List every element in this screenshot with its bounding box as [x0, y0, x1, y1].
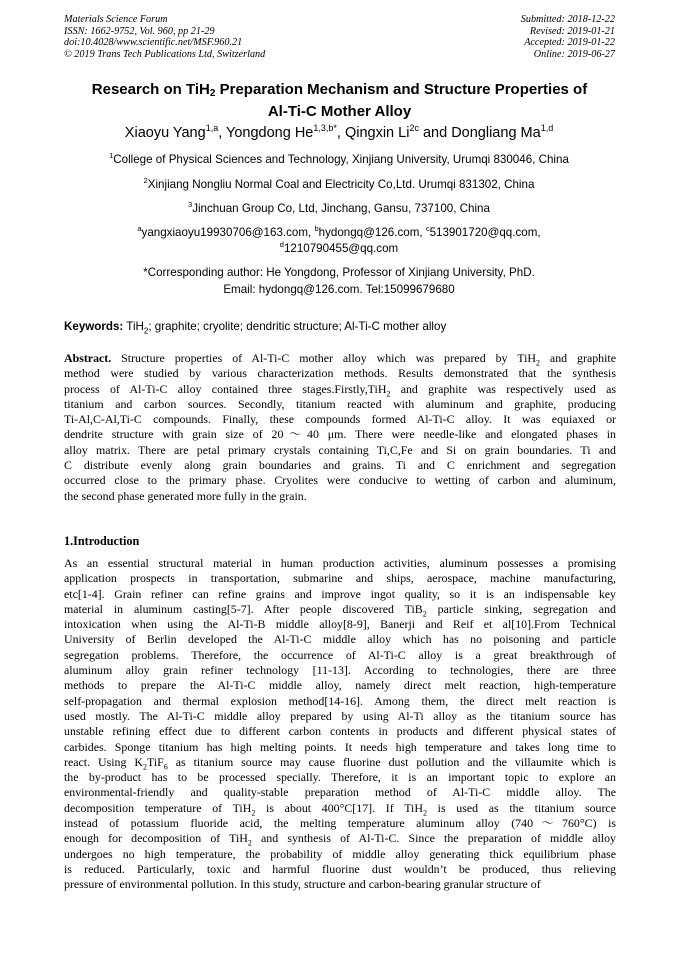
- paragraph-line: react. Using $K_2TiF_6$ as titanium source may cause fluorine dust pollution and the villaumite which is: [64, 754, 616, 771]
- paragraph-line: the by-product has to be processed specially. Therefore, it is an important topic to explore an: [64, 770, 616, 785]
- journal-copyright: © 2019 Trans Tech Publications Ltd, Switzerland: [64, 48, 266, 60]
- keywords-text: ; graphite; cryolite; dendritic structure; Al-Ti-C mother alloy: [148, 320, 447, 333]
- journal-doi: doi:10.4028/www.scientific.net/MSF.960.21: [64, 37, 243, 49]
- title-part: Preparation Mechanism and Structure Properties of: [215, 81, 588, 98]
- abstract-line: Abstract. Structure properties of Al-Ti-C mother alloy which was prepared by TiH$_2$ and graphite: [64, 351, 616, 367]
- affil-text: College of Physical Sciences and Technology, Xinjiang University, Urumqi 830046, China: [113, 153, 569, 166]
- author-affil-mark: 1,d: [540, 123, 554, 134]
- journal-issn: ISSN: 1662-9752, Vol. 960, pp 21-29: [64, 25, 215, 37]
- affil-mark: 1: [109, 151, 114, 161]
- paragraph-line: material in aluminum casting[5-7]. After people discovered TiB$_2$ particle sinking, segregation and: [64, 601, 616, 618]
- paragraph-line: decomposition temperature of TiH$_2$ is about 400°C[17]. If TiH$_2$ is used as the titanium source: [64, 800, 616, 817]
- date-online: Online: 2019-06-27: [533, 48, 615, 60]
- title-subscript: 2: [209, 88, 216, 99]
- abstract-line: C distribute evenly along grain boundaries and grains. Ti and C enrichment and segregation: [64, 458, 616, 473]
- paragraph-line: aluminum alloy grain refiner technology [11-13]. According to technologies, there are three: [64, 663, 616, 678]
- paragraph-line: University of Berlin developed the Al-Ti-C middle alloy which has no poisoning and particle: [64, 632, 616, 647]
- paragraph-line: As an essential structural material in human production activities, aluminum possesses a promising: [64, 556, 616, 570]
- keywords-label: Keywords:: [64, 320, 124, 333]
- section-heading-introduction: 1.Introduction: [64, 534, 140, 548]
- paragraph-line: self-propagation and thermal explosion method[14-16]. Among them, the direct melt reaction is: [64, 693, 616, 708]
- affil-mark: 3: [188, 200, 193, 210]
- affil-text: Xinjiang Nongliu Normal Coal and Electricity Co,Ltd. Urumqi 831302, China: [147, 178, 535, 191]
- affil-mark: 2: [143, 176, 148, 186]
- author-name: , Yongdong He: [218, 125, 314, 141]
- paragraph-line: carbides. Sponge titanium has high melting points. It needs high temperature and takes long time to: [64, 739, 616, 754]
- date-submitted: Submitted: 2018-12-22: [520, 14, 615, 25]
- abstract-line: titanium and carbon sources. Secondly, titanium reacted with aluminum and graphite, producing: [64, 396, 616, 411]
- email-mark: c: [425, 224, 430, 234]
- paragraph-line: pressure of environmental pollution. In this study, structure and carbon-bearing granular structure of: [64, 877, 541, 892]
- author-affil-mark: 2c: [409, 123, 419, 134]
- email-link[interactable]: 513901720@qq.com,: [429, 226, 541, 239]
- paragraph-line: segregation problems. Therefore, the occurrence of Al-Ti-C alloy is a great breakthrough of: [64, 647, 616, 662]
- abstract: [64, 351, 616, 504]
- email-link[interactable]: yangxiaoyu19930706@163.com,: [141, 226, 315, 239]
- abstract-line: method were studied by various characterization methods. Results demonstrated that the synthesis: [64, 366, 616, 381]
- affiliation-2: [30, 177, 648, 192]
- email-link[interactable]: hydongq@126.com,: [318, 226, 426, 239]
- abstract-line: dendrite structure with grain size of 20～40 μm. There were needle-like and elongated phases in: [64, 427, 616, 442]
- abstract-line: alloy matrix. There are petal primary crystals containing Ti,C,Fe and Si on grain boundaries. Ti and: [64, 442, 616, 457]
- keywords-subscript: 2: [143, 326, 149, 336]
- paragraph-line: is reduced. Particularly, toxic and harmful fluorine dust wouldn’t be produced, thus relieving: [64, 861, 616, 876]
- abstract-line: Ti-Al,C-Al,Ti-C compounds. Finally, these compounds formed Al-Ti-C alloy. It was equiaxed or: [64, 412, 616, 427]
- affil-text: Jinchuan Group Co, Ltd, Jinchang, Gansu, 737100, China: [192, 202, 490, 215]
- keywords-text: TiH: [123, 320, 144, 333]
- paragraph-line: methods to prepare the Al-Ti-C middle alloy, namely direct melt reaction, high-temperature: [64, 678, 616, 693]
- paragraph-line: undergoes no high temperature, the probability of middle alloy generating thick equilibrium phase: [64, 846, 616, 861]
- author-affil-mark: 1,3,b*: [313, 123, 337, 134]
- journal-header-left: [64, 14, 265, 60]
- paragraph-line: etc[1-4]. Grain refiner can refine grains and improve ingot quality, so it is an indispensable key: [64, 586, 616, 601]
- email-list: [30, 225, 648, 240]
- email-link[interactable]: 1210790455@qq.com: [283, 242, 399, 255]
- abstract-line: process of Al-Ti-C alloy contained three stages.Firstly,TiH$_2$ and graphite was respectively used as: [64, 381, 616, 397]
- author-name: and Dongliang Ma: [418, 125, 541, 141]
- paragraph-line: environmental-friendly and quality-stable preparation method of Al-Ti-C middle alloy. The: [64, 785, 616, 800]
- paragraph-line: enough for decomposition of TiH$_2$ and synthesis of Al-Ti-C. Since the preparation of middle alloy: [64, 831, 616, 847]
- date-accepted: Accepted: 2019-01-22: [524, 37, 615, 49]
- email-mark: d: [279, 240, 284, 250]
- paper-title: [64, 80, 615, 122]
- author-list: [30, 124, 648, 142]
- author-name: Xiaoyu Yang: [124, 125, 206, 141]
- affiliation-1: [30, 152, 648, 167]
- title-line-2: Al-Ti-C Mother Alloy: [267, 103, 412, 120]
- paragraph-line: instead of potassium fluoride acid, the melting temperature aluminum alloy (740～760°C) is: [64, 816, 616, 831]
- journal-header-right: [521, 14, 615, 60]
- abstract-line: the second phase generated more fully in the grain.: [64, 488, 307, 503]
- introduction-body: [64, 556, 616, 893]
- date-revised: Revised: 2019-01-21: [529, 25, 615, 37]
- author-affil-mark: 1,a: [205, 123, 219, 134]
- journal-name: Materials Science Forum: [64, 14, 168, 25]
- paragraph-line: used mostly. The Al-Ti-C middle alloy prepared by using Al-Ti alloy as the titanium source has: [64, 708, 616, 723]
- keywords: [64, 319, 615, 334]
- corresponding-author: *Corresponding author: He Yongdong, Professor of Xinjiang University, PhD.: [143, 266, 535, 279]
- paragraph-line: intoxication when using the Al-Ti-B middle alloy[8-9], Banerji and Reif et al[10].From Technical: [64, 617, 616, 632]
- paragraph-line: application prospects in transportation, submarine and ships, aerospace, machine manufacturing,: [64, 571, 616, 586]
- email-mark: b: [314, 224, 319, 234]
- paragraph-line: unstable refining effect due to different carbon contents in products and different physical states of: [64, 724, 616, 739]
- abstract-line: occurred close to the primary phase. Cryolites were conducive to wetting of carbon and aluminum,: [64, 473, 616, 488]
- affiliation-3: [30, 201, 648, 216]
- author-name: , Qingxin Li: [336, 125, 410, 141]
- email-mark: a: [137, 224, 142, 234]
- email-list-2: [30, 241, 648, 256]
- corresponding-contact: Email: hydongq@126.com. Tel:15099679680: [223, 283, 455, 296]
- title-part: Research on TiH: [91, 81, 210, 98]
